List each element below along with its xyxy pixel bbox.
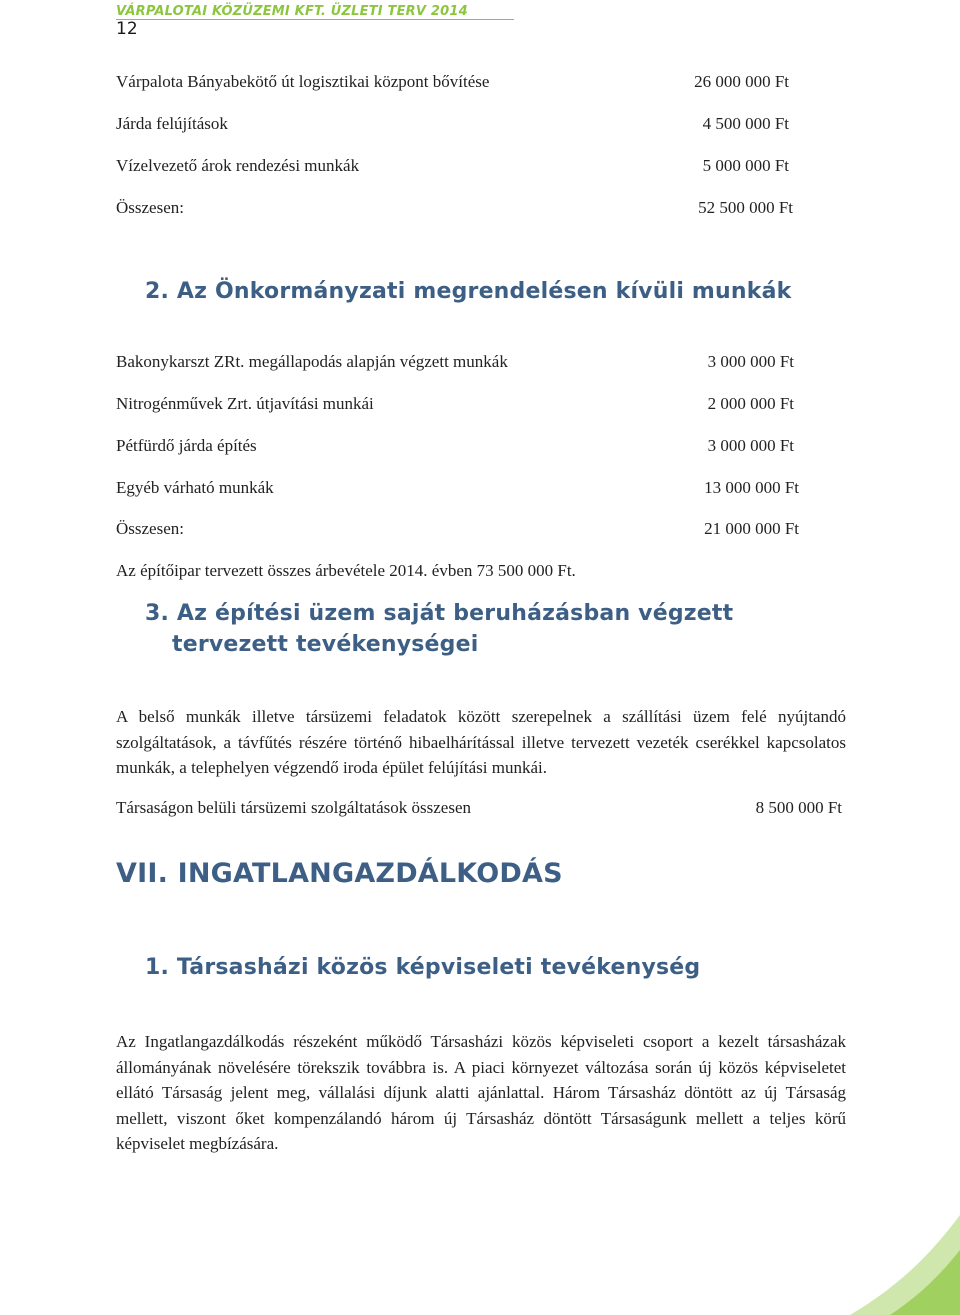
list-item-value: 3 000 000 Ft <box>707 436 794 455</box>
list-item-label: Egyéb várható munkák <box>116 478 274 497</box>
header-underline <box>116 19 514 20</box>
list-item-value: 26 000 000 Ft <box>694 72 789 91</box>
list-item-value: 2 000 000 Ft <box>707 394 794 413</box>
page-number: 12 <box>116 19 138 39</box>
list-total-label: Összesen: <box>116 198 184 217</box>
document-header-title: VÁRPALOTAI KÖZÜZEMI KFT. ÜZLETI TERV 2014 <box>116 4 468 19</box>
list-item-value: 4 500 000 Ft <box>702 114 789 133</box>
list-item-label: Vízelvezető árok rendezési munkák <box>116 156 360 175</box>
list-total-value: 52 500 000 Ft <box>698 198 793 217</box>
internal-services-total-value: 8 500 000 Ft <box>755 798 842 817</box>
section-3-heading-line2: tervezett tevékenységei <box>172 632 479 657</box>
list-item-label: Nitrogénművek Zrt. útjavítási munkái <box>116 394 374 413</box>
chapter-7-heading: VII. INGATLANGAZDÁLKODÁS <box>116 858 563 889</box>
section-3-paragraph: A belső munkák illetve társüzemi feladatok között szerepelnek a szállítási üzem felé nyújtandó szolgáltatások, a távfűtés részére történő hibaelhárítással illetve tervezett vezeték cserékkel kapcsolatos munkák, a telephelyen végzendő iroda épület felújítási munkái. <box>116 707 846 778</box>
list-item-value: 5 000 000 Ft <box>702 156 789 175</box>
decorative-corner-swoosh <box>840 1195 960 1315</box>
list-item-label: Várpalota Bányabekötő út logisztikai központ bővítése <box>116 72 490 91</box>
revenue-summary: Az építőipar tervezett összes árbevétele 2014. évben 73 500 000 Ft. <box>116 561 576 580</box>
section-3-heading: 3. Az építési üzem saját beruházásban végzett <box>145 601 734 626</box>
list-item-label: Járda felújítások <box>116 114 228 133</box>
section-2-heading: 2. Az Önkormányzati megrendelésen kívüli munkák <box>145 279 792 304</box>
list-total-value: 21 000 000 Ft <box>704 519 799 538</box>
list-item-label: Pétfürdő járda építés <box>116 436 257 455</box>
list-total-label: Összesen: <box>116 519 184 538</box>
chapter-7-subheading: 1. Társasházi közös képviseleti tevékenység <box>145 955 701 980</box>
list-item-value: 3 000 000 Ft <box>707 352 794 371</box>
internal-services-total-label: Társaságon belüli társüzemi szolgáltatások összesen <box>116 798 471 817</box>
list-item-value: 13 000 000 Ft <box>704 478 799 497</box>
chapter-7-paragraph: Az Ingatlangazdálkodás részeként működő Társasházi közös képviseleti csoport a kezelt társasházak állományának növelésére törekszik továbbra is. A piaci környezet változása során új közös képviseletet ellátó Társaság jelent meg, vállalási díjunk alatti ajánlattal. Három Társasház döntött az új Társaság mellett, viszont őket kompenzálandó három új Társasház döntött Társaságunk mellett a teljes körű képviselet megbízására. <box>116 1032 846 1154</box>
list-item-label: Bakonykarszt ZRt. megállapodás alapján végzett munkák <box>116 352 508 371</box>
